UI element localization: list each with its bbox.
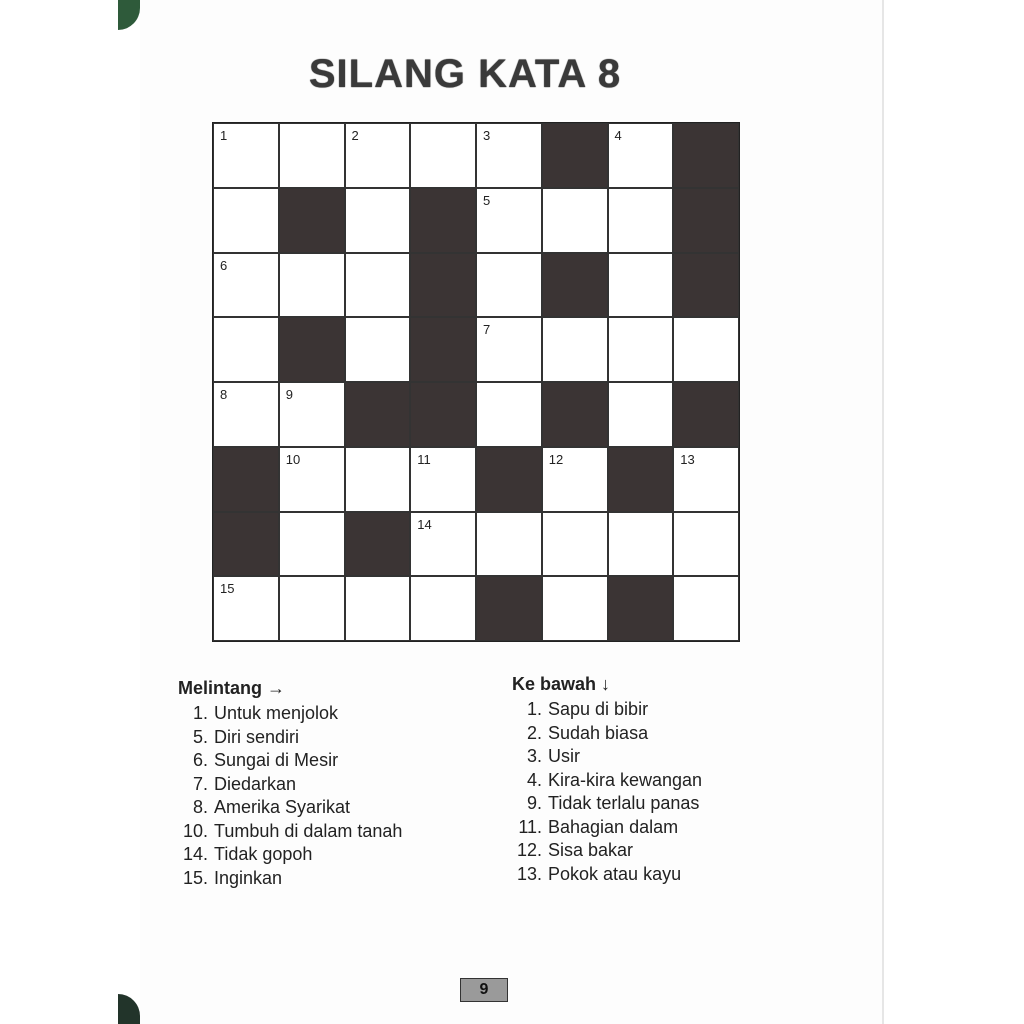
across-clue-list (178, 702, 402, 890)
grid-block-cell (673, 253, 739, 318)
grid-cell[interactable] (673, 576, 739, 641)
book-right-edge (882, 0, 1024, 1024)
clue-number: 14 (417, 516, 432, 532)
clue-item-text: Inginkan (214, 867, 283, 888)
grid-block-cell (345, 382, 411, 447)
clue-item-text: Tumbuh di dalam tanah (214, 820, 403, 841)
clue-number: 11 (417, 451, 431, 467)
clue-item-text: Untuk menjolok (214, 703, 339, 724)
grid-cell[interactable] (410, 447, 476, 512)
grid-cell[interactable] (410, 576, 476, 641)
clue-number: 15 (220, 581, 235, 597)
grid-block-cell (476, 576, 542, 641)
clue-item-number: 2. (526, 722, 542, 743)
clue-item-number: 15. (182, 867, 208, 888)
grid-block-cell (542, 123, 608, 188)
grid-cell[interactable] (345, 447, 411, 512)
grid-block-cell (410, 253, 476, 318)
clue-item-text: Bahagian dalam (548, 816, 679, 837)
grid-cell[interactable] (345, 253, 411, 318)
grid-cell[interactable] (608, 382, 674, 447)
grid-block-cell (345, 512, 411, 577)
clue-number: 5 (483, 192, 491, 208)
grid-block-cell (476, 447, 542, 512)
grid-cell[interactable] (279, 382, 345, 447)
clue-number: 8 (220, 387, 228, 402)
grid-cell[interactable] (673, 447, 739, 512)
grid-cell[interactable] (213, 253, 279, 318)
grid-cell[interactable] (673, 317, 739, 382)
grid-cell[interactable] (608, 253, 674, 318)
book-left-edge (0, 0, 140, 1024)
grid-cell[interactable] (279, 512, 345, 577)
clue-item (178, 749, 402, 773)
clue-item-text: Pokok atau kayu (548, 863, 682, 884)
grid-cell[interactable] (213, 382, 279, 447)
grid-block-cell (410, 188, 476, 253)
clue-item-number: 1. (192, 703, 208, 724)
grid-cell[interactable] (213, 576, 279, 641)
grid-block-cell (213, 512, 279, 577)
grid-cell[interactable] (542, 576, 608, 641)
grid-block-cell (279, 188, 345, 253)
clue-item (512, 839, 702, 863)
grid-cell[interactable] (279, 447, 345, 512)
clue-item (178, 843, 402, 867)
clue-number: 6 (220, 257, 228, 273)
clue-item-text: Sisa bakar (548, 840, 634, 861)
grid-block-cell (608, 576, 674, 641)
clue-item (178, 820, 402, 844)
clue-number: 2 (351, 128, 359, 143)
clue-item (512, 863, 702, 887)
clue-item-number: 12. (516, 840, 542, 861)
clue-item-text: Usir (548, 746, 580, 767)
clue-item-number: 13. (516, 863, 542, 884)
grid-cell[interactable] (345, 576, 411, 641)
clue-number: 4 (614, 128, 622, 143)
grid-cell[interactable] (213, 123, 279, 188)
grid-cell[interactable] (608, 123, 674, 188)
clue-item-text: Tidak gopoh (214, 844, 313, 865)
grid-block-cell (279, 317, 345, 382)
grid-cell[interactable] (410, 123, 476, 188)
grid-cell[interactable] (673, 512, 739, 577)
crossword-grid (212, 122, 740, 642)
grid-cell[interactable] (345, 188, 411, 253)
clue-item (512, 698, 702, 722)
grid-cell[interactable] (279, 576, 345, 641)
grid-cell[interactable] (345, 123, 411, 188)
clue-item-text: Diedarkan (214, 773, 297, 794)
grid-cell[interactable] (476, 188, 542, 253)
clue-item (512, 816, 702, 840)
grid-cell[interactable] (476, 382, 542, 447)
clue-item (178, 867, 402, 891)
clue-item-number: 4. (526, 769, 542, 790)
across-clues (178, 678, 402, 890)
clue-item (178, 702, 402, 726)
clue-item-text: Kira-kira kewangan (548, 769, 703, 790)
grid-cell[interactable] (542, 188, 608, 253)
clue-item-text: Sapu di bibir (548, 699, 649, 720)
clue-item-text: Sungai di Mesir (214, 750, 339, 771)
clue-number: 13 (680, 451, 695, 467)
clue-item-text: Diri sendiri (214, 726, 300, 747)
clue-number: 3 (483, 128, 491, 143)
clue-item-number: 6. (192, 750, 208, 771)
clue-number: 10 (285, 451, 301, 467)
across-heading: Melintang → (178, 678, 285, 698)
clue-item-text: Sudah biasa (548, 722, 649, 743)
clue-number: 9 (285, 387, 293, 402)
grid-cell[interactable] (279, 123, 345, 188)
clue-item (178, 796, 402, 820)
grid-cell[interactable] (345, 317, 411, 382)
clue-item-text: Tidak terlalu panas (548, 793, 700, 814)
grid-cell[interactable] (476, 512, 542, 577)
clue-item (512, 792, 702, 816)
clue-item-number: 3. (526, 746, 542, 767)
page-number: 9 (460, 978, 508, 1002)
clue-item-number: 9. (526, 793, 542, 814)
grid-block-cell (542, 382, 608, 447)
clue-item-number: 7. (192, 773, 208, 794)
grid-block-cell (542, 253, 608, 318)
grid-block-cell (213, 447, 279, 512)
down-heading: Ke bawah ↓ (512, 674, 611, 694)
grid-block-cell (673, 188, 739, 253)
grid-cell[interactable] (213, 317, 279, 382)
grid-block-cell (673, 123, 739, 188)
clue-item-text: Amerika Syarikat (214, 797, 351, 818)
grid-cell[interactable] (476, 123, 542, 188)
grid-cell[interactable] (608, 317, 674, 382)
grid-cell[interactable] (608, 188, 674, 253)
clue-item (512, 769, 702, 793)
clue-item-number: 8. (192, 797, 208, 818)
clue-number: 7 (483, 322, 491, 338)
clue-item (512, 745, 702, 769)
down-clue-list (512, 698, 702, 886)
grid-cell[interactable] (410, 512, 476, 577)
clue-item-number: 10. (182, 820, 208, 841)
grid-block-cell (410, 317, 476, 382)
clue-number: 12 (548, 451, 564, 467)
clue-item (512, 722, 702, 746)
grid-cell[interactable] (542, 447, 608, 512)
grid-block-cell (673, 382, 739, 447)
clue-item (178, 773, 402, 797)
grid-cell[interactable] (279, 253, 345, 318)
clue-item-number: 5. (192, 726, 208, 747)
clue-item (178, 726, 402, 750)
grid-cell[interactable] (542, 512, 608, 577)
clue-item-number: 11. (518, 816, 542, 837)
grid-block-cell (608, 447, 674, 512)
grid-cell[interactable] (608, 512, 674, 577)
grid-cell[interactable] (476, 253, 542, 318)
clue-item-number: 14. (182, 844, 208, 865)
clue-number: 1 (220, 128, 228, 143)
grid-cell[interactable] (542, 317, 608, 382)
down-clues (512, 674, 702, 886)
grid-block-cell (410, 382, 476, 447)
grid-cell[interactable] (476, 317, 542, 382)
page-title: SILANG KATA 8 (308, 52, 622, 96)
clue-item-number: 1. (526, 699, 542, 720)
grid-cell[interactable] (213, 188, 279, 253)
